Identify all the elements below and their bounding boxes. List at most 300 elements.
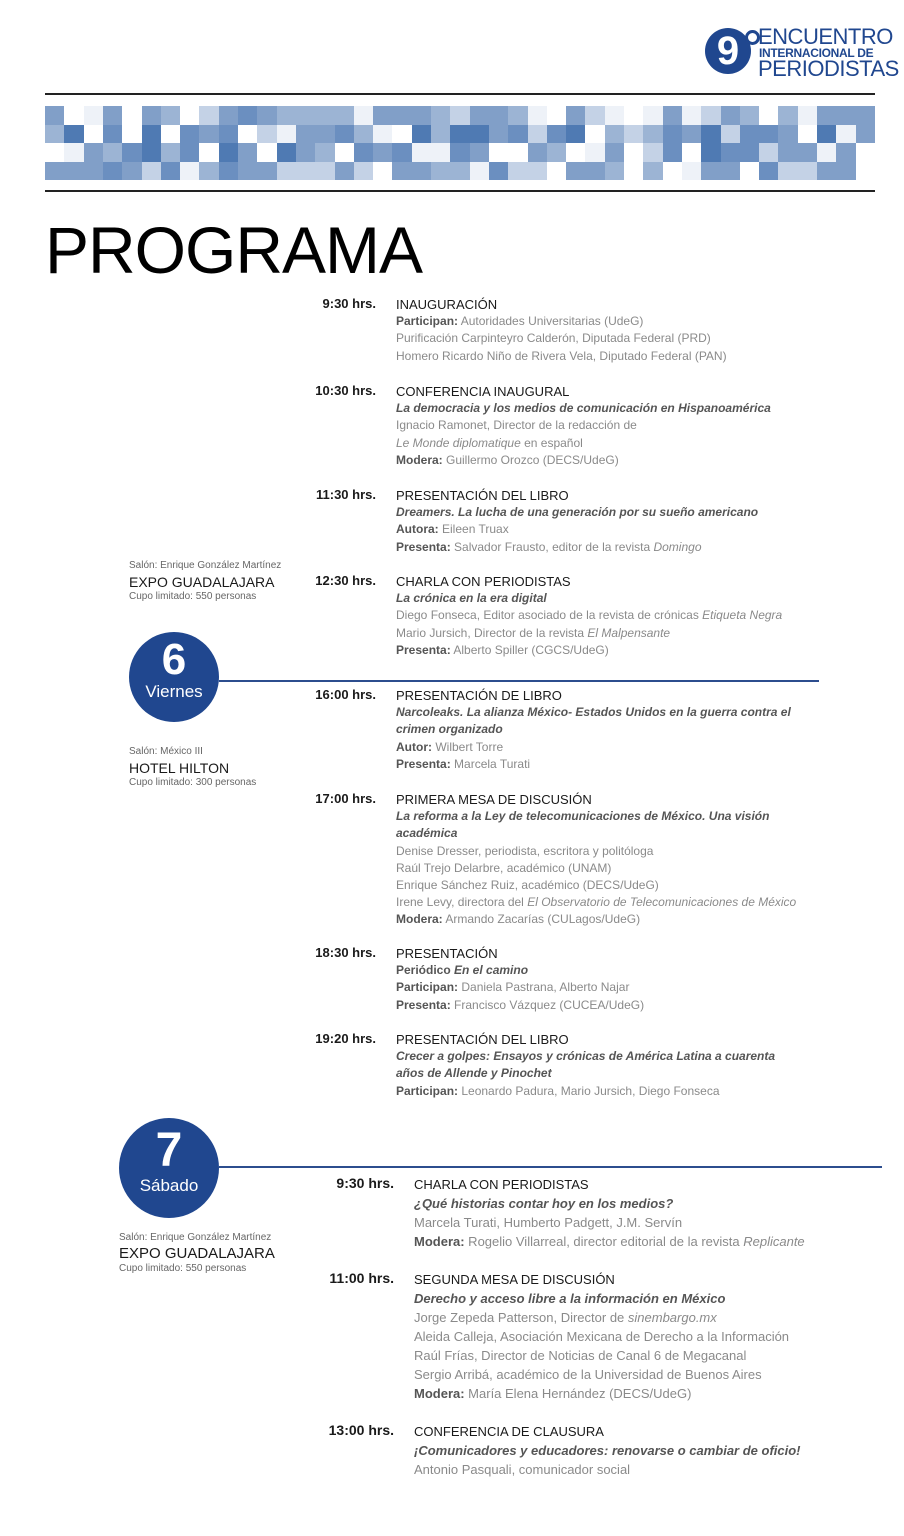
day-number: 6: [161, 635, 187, 684]
day-badge-sabado: [119, 1118, 219, 1218]
mosaic-tile: [335, 162, 354, 181]
day-divider-line: [219, 1166, 882, 1168]
mosaic-tile: [412, 143, 431, 162]
mosaic-tile: [257, 162, 276, 181]
mosaic-tile: [412, 125, 431, 144]
event-details: [396, 791, 796, 929]
bottom-divider: [45, 190, 875, 192]
mosaic-tile: [566, 125, 585, 144]
location-salon: Salón: México III: [129, 746, 203, 757]
mosaic-tile: [605, 143, 624, 162]
mosaic-tile: [778, 162, 797, 181]
mosaic-tile: [64, 162, 83, 181]
mosaic-tile: [354, 106, 373, 125]
mosaic-tile: [354, 143, 373, 162]
event-detail-line: [414, 1365, 789, 1384]
event-detail-line: [396, 642, 782, 659]
mosaic-tile: [122, 125, 141, 144]
logo-line-1: ENCUENTRO: [758, 24, 893, 49]
event-time: 16:00 hrs.: [315, 687, 376, 702]
mosaic-tile: [798, 125, 817, 144]
location-salon: Salón: Enrique González Martínez: [129, 560, 282, 571]
detail-label: Participan:: [396, 314, 459, 329]
mosaic-tile: [740, 162, 759, 181]
detail-text: Ignacio Ramonet, Director de la redacción de: [396, 418, 637, 433]
mosaic-tile: [315, 162, 334, 181]
event-detail-line: [396, 435, 771, 452]
mosaic-tile: [721, 162, 740, 181]
mosaic-tile: [547, 143, 566, 162]
event-subtitle: [414, 1289, 789, 1308]
mosaic-tile: [122, 106, 141, 125]
mosaic-tile: [624, 106, 643, 125]
event-title: CONFERENCIA INAUGURAL: [396, 384, 570, 399]
detail-italic: El Observatorio de Telecomunicaciones de México: [527, 895, 797, 910]
mosaic-tile: [470, 106, 489, 125]
detail-label: Presenta:: [396, 642, 451, 657]
mosaic-tile: [836, 162, 855, 181]
event-subtitle-text: Crecer a golpes: Ensayos y crónicas de América Latina a cuarenta: [396, 1049, 776, 1064]
event-subtitle-text: Narcoleaks. La alianza México- Estados Unidos en la guerra contra el: [396, 705, 791, 720]
mosaic-tile: [277, 143, 296, 162]
event-subtitle: [396, 400, 771, 417]
detail-label: Modera:: [396, 452, 443, 467]
mosaic-tile: [663, 106, 682, 125]
mosaic-tile: [431, 162, 450, 181]
mosaic-tile: [585, 125, 604, 144]
mosaic-tile: [817, 162, 836, 181]
mosaic-tile: [450, 143, 469, 162]
detail-label: Participan:: [396, 1083, 459, 1098]
day-badge-viernes: [129, 632, 219, 722]
event-title: SEGUNDA MESA DE DISCUSIÓN: [414, 1272, 615, 1287]
detail-text: Eileen Truax: [438, 522, 509, 537]
decorative-mosaic-banner: [45, 106, 875, 180]
mosaic-tile: [836, 125, 855, 144]
mosaic-tile: [856, 125, 875, 144]
mosaic-tile: [778, 106, 797, 125]
detail-text: Antonio Pasquali, comunicador social: [414, 1462, 631, 1477]
event-detail-line: [396, 607, 782, 624]
mosaic-tile: [566, 143, 585, 162]
event-subtitle-text: En el camino: [454, 963, 529, 978]
logo-line-2: INTERNACIONAL DE: [759, 46, 874, 60]
mosaic-tile: [547, 106, 566, 125]
mosaic-tile: [142, 125, 161, 144]
event-detail-line: [396, 739, 791, 756]
mosaic-tile: [84, 125, 103, 144]
mosaic-tile: [528, 162, 547, 181]
mosaic-tile: [721, 125, 740, 144]
event-detail-line: [396, 979, 644, 996]
detail-text: Rogelio Villarreal, director editorial de la revista: [464, 1234, 744, 1249]
detail-text: Alberto Spiller (CGCS/UdeG): [450, 642, 609, 657]
event-detail-line: [396, 911, 796, 928]
event-detail-line: [414, 1384, 789, 1403]
mosaic-tile: [180, 106, 199, 125]
location-capacity: Cupo limitado: 550 personas: [129, 591, 257, 602]
event-time: 18:30 hrs.: [315, 945, 376, 960]
day-number: 7: [155, 1124, 183, 1177]
mosaic-tile: [508, 143, 527, 162]
event-title: CONFERENCIA DE CLAUSURA: [414, 1424, 604, 1439]
event-subtitle-text: La reforma a la Ley de telecomunicaciones de México. Una visión: [396, 809, 770, 824]
mosaic-tile: [701, 125, 720, 144]
event-subtitle: [396, 962, 644, 979]
event-title: PRESENTACIÓN DEL LIBRO: [396, 1032, 569, 1047]
event-detail-line: [396, 756, 791, 773]
mosaic-tile: [45, 143, 64, 162]
mosaic-tile: [354, 125, 373, 144]
detail-label: Modera:: [396, 912, 443, 927]
event-subtitle-cont: académica: [396, 826, 458, 841]
mosaic-tile: [238, 106, 257, 125]
mosaic-tile: [412, 162, 431, 181]
mosaic-tile: [199, 125, 218, 144]
mosaic-tile: [180, 162, 199, 181]
day-divider-line: [219, 680, 819, 682]
event-detail-line: [414, 1232, 805, 1251]
event-subtitle: [396, 1048, 775, 1065]
event-details: [414, 1175, 805, 1251]
detail-italic: Le Monde diplomatique: [396, 435, 521, 450]
logo-line-3: PERIODISTAS: [758, 56, 899, 81]
mosaic-tile: [64, 143, 83, 162]
mosaic-tile: [45, 106, 64, 125]
mosaic-tile: [219, 125, 238, 144]
mosaic-tile: [682, 125, 701, 144]
mosaic-tile: [566, 106, 585, 125]
location-capacity: Cupo limitado: 550 personas: [119, 1263, 247, 1274]
event-title: PRESENTACIÓN DE LIBRO: [396, 688, 562, 703]
event-time: 13:00 hrs.: [328, 1422, 394, 1438]
mosaic-tile: [84, 106, 103, 125]
mosaic-tile: [180, 143, 199, 162]
detail-text: Jorge Zepeda Patterson, Director de: [414, 1310, 628, 1325]
mosaic-tile: [122, 162, 141, 181]
mosaic-tile: [663, 162, 682, 181]
mosaic-tile: [103, 143, 122, 162]
mosaic-tile: [624, 125, 643, 144]
event-detail-line: [396, 1083, 775, 1100]
mosaic-tile: [817, 143, 836, 162]
mosaic-tile: [701, 143, 720, 162]
mosaic-tile: [759, 125, 778, 144]
top-divider: [45, 93, 875, 95]
mosaic-tile: [470, 162, 489, 181]
mosaic-tile: [470, 125, 489, 144]
event-details: [414, 1422, 801, 1479]
event-subtitle-text: ¡Comunicadores y educadores: renovarse o cambiar de oficio!: [414, 1443, 801, 1458]
mosaic-tile: [45, 125, 64, 144]
detail-text: Raúl Frías, Director de Noticias de Canal 6 de Megacanal: [414, 1348, 747, 1363]
mosaic-tile: [373, 162, 392, 181]
mosaic-tile: [142, 106, 161, 125]
detail-text: Sergio Arribá, académico de la Universidad de Buenos Aires: [414, 1367, 762, 1382]
mosaic-tile: [103, 125, 122, 144]
location-venue: EXPO GUADALAJARA: [119, 1245, 275, 1262]
mosaic-tile: [335, 125, 354, 144]
event-time: 11:00 hrs.: [329, 1270, 394, 1286]
event-subtitle: [396, 590, 782, 607]
event-detail-line: [396, 313, 727, 330]
mosaic-tile: [199, 106, 218, 125]
event-details: [396, 945, 644, 1014]
location-venue: HOTEL HILTON: [129, 760, 230, 776]
event-subtitle: [396, 808, 796, 825]
mosaic-tile: [470, 143, 489, 162]
event-details: [414, 1270, 789, 1403]
mosaic-tile: [161, 162, 180, 181]
event-details: [396, 687, 791, 773]
mosaic-tile: [161, 143, 180, 162]
mosaic-tile: [142, 143, 161, 162]
mosaic-tile: [296, 162, 315, 181]
detail-label: Presenta:: [396, 997, 451, 1012]
event-details: [396, 383, 771, 469]
event-time: 9:30 hrs.: [336, 1175, 394, 1191]
mosaic-tile: [605, 106, 624, 125]
mosaic-tile: [257, 143, 276, 162]
detail-text: Autoridades Universitarias (UdeG): [458, 314, 644, 329]
mosaic-tile: [315, 125, 334, 144]
mosaic-tile: [354, 162, 373, 181]
mosaic-tile: [450, 162, 469, 181]
event-logo: [705, 24, 899, 81]
event-subtitle: [396, 704, 791, 721]
mosaic-tile: [199, 162, 218, 181]
mosaic-tile: [759, 143, 778, 162]
mosaic-tile: [335, 106, 354, 125]
mosaic-tile: [238, 143, 257, 162]
mosaic-tile: [277, 125, 296, 144]
day-name: Viernes: [145, 682, 203, 701]
day-name: Sábado: [139, 1176, 199, 1195]
mosaic-tile: [296, 125, 315, 144]
mosaic-tile: [643, 125, 662, 144]
detail-text: Daniela Pastrana, Alberto Najar: [458, 980, 630, 995]
event-title: PRESENTACIÓN: [396, 946, 498, 961]
detail-label: Presenta:: [396, 756, 451, 771]
detail-text: Wilbert Torre: [432, 739, 504, 754]
mosaic-tile: [257, 125, 276, 144]
event-detail-line: [396, 539, 758, 556]
event-title: INAUGURACIÓN: [396, 297, 498, 312]
detail-label: Autor:: [396, 739, 432, 754]
detail-label: Presenta:: [396, 539, 451, 554]
mosaic-tile: [663, 143, 682, 162]
mosaic-tile: [489, 143, 508, 162]
mosaic-tile: [663, 125, 682, 144]
mosaic-tile: [392, 106, 411, 125]
mosaic-tile: [836, 143, 855, 162]
event-subtitle-text: ¿Qué historias contar hoy en los medios?: [414, 1196, 674, 1211]
page-title: PROGRAMA: [45, 213, 423, 287]
event-detail-line: [396, 894, 796, 911]
mosaic-tile: [489, 125, 508, 144]
event-title: CHARLA CON PERIODISTAS: [414, 1177, 589, 1192]
detail-text: María Elena Hernández (DECS/UdeG): [464, 1386, 692, 1401]
mosaic-tile: [508, 125, 527, 144]
mosaic-tile: [199, 143, 218, 162]
mosaic-tile: [315, 143, 334, 162]
location-capacity: Cupo limitado: 300 personas: [129, 777, 257, 788]
event-time: 19:20 hrs.: [315, 1031, 376, 1046]
detail-text: Denise Dresser, periodista, escritora y politóloga: [396, 843, 654, 858]
mosaic-tile: [605, 125, 624, 144]
mosaic-tile: [122, 143, 141, 162]
detail-text: Francisco Vázquez (CUCEA/UdeG): [450, 997, 645, 1012]
mosaic-tile: [740, 143, 759, 162]
mosaic-tile: [528, 106, 547, 125]
event-detail-line: [396, 348, 727, 365]
mosaic-tile: [701, 162, 720, 181]
mosaic-tile: [431, 143, 450, 162]
mosaic-tile: [643, 162, 662, 181]
mosaic-tile: [798, 106, 817, 125]
mosaic-tile: [489, 106, 508, 125]
mosaic-tile: [315, 106, 334, 125]
detail-italic: Replicante: [743, 1234, 805, 1249]
event-detail-line: [396, 997, 644, 1014]
mosaic-tile: [682, 106, 701, 125]
mosaic-tile: [836, 106, 855, 125]
event-detail-line: [414, 1346, 789, 1365]
mosaic-tile: [701, 106, 720, 125]
mosaic-tile: [431, 106, 450, 125]
location-block: [119, 1231, 275, 1275]
event-subtitle: [396, 504, 758, 521]
mosaic-tile: [624, 162, 643, 181]
event-subtitle: [414, 1194, 805, 1213]
detail-text: en español: [520, 435, 583, 450]
event-detail-line: [396, 452, 771, 469]
event-details: [396, 573, 782, 659]
event-time: 11:30 hrs.: [316, 487, 376, 502]
mosaic-tile: [585, 106, 604, 125]
mosaic-tile: [721, 143, 740, 162]
mosaic-tile: [45, 162, 64, 181]
mosaic-tile: [180, 125, 199, 144]
event-detail-line: [396, 330, 727, 347]
detail-text: Marcela Turati: [450, 756, 531, 771]
mosaic-tile: [778, 143, 797, 162]
event-subtitle-prefix: Periódico: [396, 963, 455, 978]
event-detail-line: [414, 1308, 789, 1327]
mosaic-tile: [392, 162, 411, 181]
detail-italic: Domingo: [653, 539, 702, 554]
mosaic-tile: [64, 125, 83, 144]
mosaic-tile: [238, 125, 257, 144]
mosaic-tile: [740, 106, 759, 125]
mosaic-tile: [585, 143, 604, 162]
mosaic-tile: [528, 125, 547, 144]
event-details: [396, 1031, 775, 1100]
mosaic-tile: [740, 125, 759, 144]
detail-text: Diego Fonseca, Editor asociado de la revista de crónicas: [396, 608, 703, 623]
mosaic-tile: [817, 106, 836, 125]
event-subtitle-cont: años de Allende y Pinochet: [396, 1066, 552, 1081]
mosaic-tile: [856, 162, 875, 181]
location-salon: Salón: Enrique González Martínez: [119, 1232, 272, 1243]
mosaic-tile: [643, 143, 662, 162]
detail-italic: Etiqueta Negra: [702, 608, 783, 623]
event-time: 10:30 hrs.: [315, 383, 376, 398]
detail-text: Guillermo Orozco (DECS/UdeG): [442, 452, 619, 467]
mosaic-tile: [450, 106, 469, 125]
mosaic-tile: [817, 125, 836, 144]
mosaic-tile: [412, 106, 431, 125]
mosaic-tile: [721, 106, 740, 125]
detail-italic: sinembargo.mx: [627, 1310, 717, 1325]
mosaic-tile: [798, 162, 817, 181]
mosaic-tile: [431, 125, 450, 144]
event-time: 12:30 hrs.: [315, 573, 376, 588]
mosaic-tile: [508, 106, 527, 125]
mosaic-tile: [547, 125, 566, 144]
detail-text: Mario Jursich, Director de la revista: [396, 625, 588, 640]
event-detail-line: [414, 1460, 801, 1479]
mosaic-tile: [450, 125, 469, 144]
mosaic-tile: [643, 106, 662, 125]
mosaic-tile: [103, 106, 122, 125]
event-detail-line: [396, 860, 796, 877]
event-subtitle: [414, 1441, 801, 1460]
mosaic-tile: [682, 162, 701, 181]
detail-text: Homero Ricardo Niño de Rivera Vela, Diputado Federal (PAN): [396, 348, 727, 363]
detail-label: Participan:: [396, 980, 459, 995]
mosaic-tile: [759, 106, 778, 125]
mosaic-tile: [528, 143, 547, 162]
mosaic-tile: [257, 106, 276, 125]
mosaic-tile: [64, 106, 83, 125]
mosaic-tile: [856, 143, 875, 162]
detail-text: Raúl Trejo Delarbre, académico (UNAM): [396, 860, 612, 875]
mosaic-tile: [547, 162, 566, 181]
mosaic-tile: [489, 162, 508, 181]
event-detail-line: [396, 877, 796, 894]
location-block: [129, 559, 281, 603]
mosaic-tile: [392, 143, 411, 162]
event-subtitle-text: Dreamers. La lucha de una generación por su sueño americano: [396, 505, 759, 520]
mosaic-tile: [219, 106, 238, 125]
mosaic-tile: [219, 162, 238, 181]
detail-text: Aleida Calleja, Asociación Mexicana de Derecho a la Información: [414, 1329, 790, 1344]
event-detail-line: [396, 843, 796, 860]
event-subtitle-text: La crónica en la era digital: [396, 591, 547, 606]
mosaic-tile: [161, 125, 180, 144]
event-details: [396, 487, 758, 556]
detail-text: Purificación Carpinteyro Calderón, Diputada Federal (PRD): [396, 331, 711, 346]
mosaic-tile: [142, 162, 161, 181]
detail-label: Modera:: [414, 1234, 465, 1249]
mosaic-tile: [508, 162, 527, 181]
mosaic-tile: [682, 143, 701, 162]
mosaic-tile: [392, 125, 411, 144]
mosaic-tile: [335, 143, 354, 162]
location-block: [129, 745, 256, 789]
event-subtitle-cont: crimen organizado: [396, 722, 503, 737]
mosaic-tile: [277, 106, 296, 125]
mosaic-tile: [373, 125, 392, 144]
mosaic-tile: [605, 162, 624, 181]
mosaic-tile: [296, 143, 315, 162]
detail-text: Marcela Turati, Humberto Padgett, J.M. Servín: [414, 1215, 683, 1230]
detail-text: Enrique Sánchez Ruiz, académico (DECS/UdeG): [396, 878, 659, 893]
mosaic-tile: [373, 106, 392, 125]
detail-italic: El Malpensante: [587, 625, 671, 640]
mosaic-tile: [759, 162, 778, 181]
